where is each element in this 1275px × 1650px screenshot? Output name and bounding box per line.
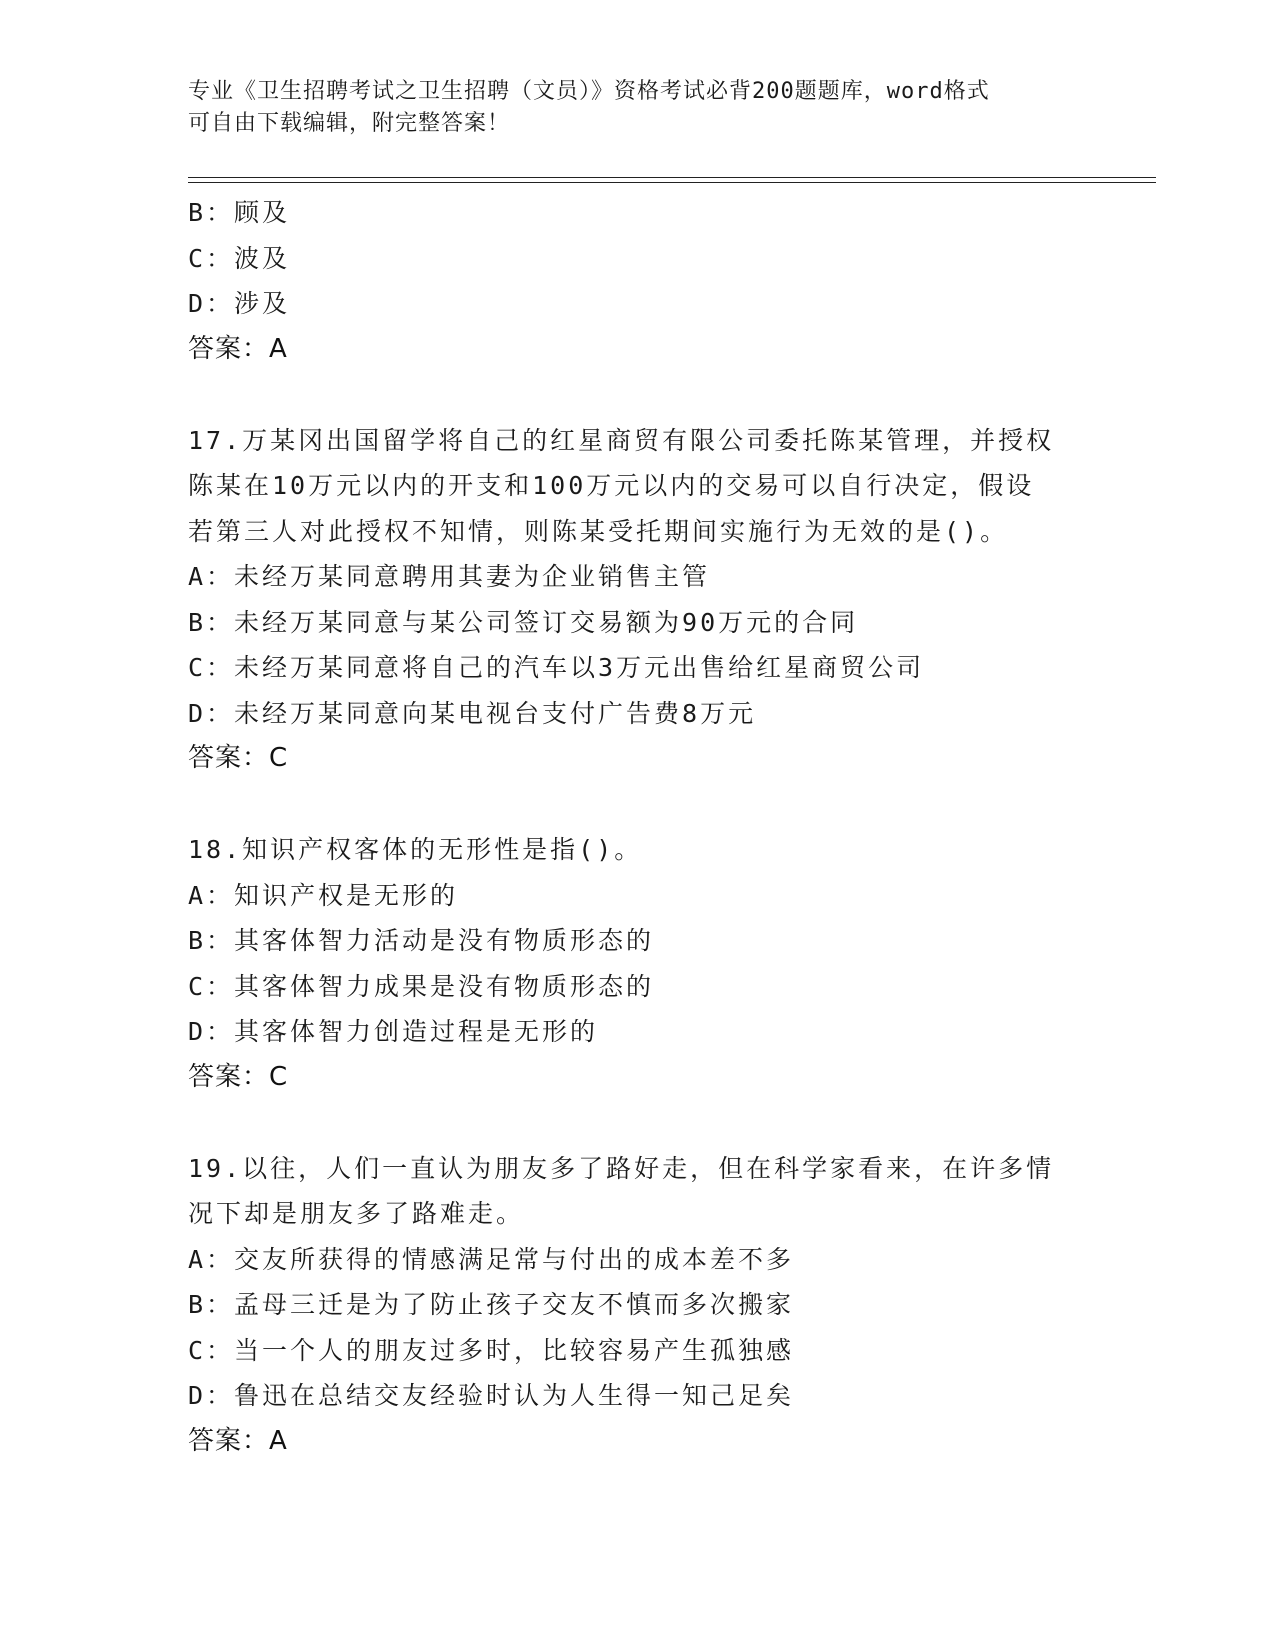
header-rule-bottom (188, 182, 1156, 183)
option-c: C：当一个人的朋友过多时，比较容易产生孤独感 (188, 1335, 795, 1365)
option-a: A：未经万某同意聘用其妻为企业销售主管 (188, 562, 711, 591)
header-line-1: 专业《卫生招聘考试之卫生招聘（文员）》资格考试必背200题题库，word格式 (188, 79, 990, 104)
option-c: C：波及 (188, 243, 291, 273)
spacer (188, 782, 1088, 828)
document-header (188, 76, 1068, 140)
option-a: A：知识产权是无形的 (188, 880, 459, 910)
question-block-18 (188, 827, 1088, 1100)
answer-line: 答案：C (188, 743, 289, 773)
option-c: C：未经万某同意将自己的汽车以3万元出售给红星商贸公司 (188, 653, 925, 682)
answer-line: 答案：A (188, 333, 288, 364)
question-stem-line: 陈某在10万元以内的开支和100万元以内的交易可以自行决定，假设 (188, 471, 1035, 500)
answer-line: 答案：A (188, 1425, 288, 1456)
option-d: D：未经万某同意向某电视台支付广告费8万元 (188, 698, 757, 728)
question-block-16 (188, 190, 1088, 372)
option-a: A：交友所获得的情感满足常与付出的成本差不多 (188, 1244, 795, 1274)
question-block-17 (188, 418, 1088, 782)
spacer (188, 1100, 1088, 1146)
option-d: D：涉及 (188, 289, 291, 318)
option-b: B：未经万某同意与某公司签订交易额为90万元的合同 (188, 607, 859, 637)
question-block-19 (188, 1146, 1088, 1465)
header-rule-top (188, 177, 1156, 178)
option-c: C：其客体智力成果是没有物质形态的 (188, 971, 655, 1001)
question-stem-line: 若第三人对此授权不知情，则陈某受托期间实施行为无效的是()。 (188, 516, 1009, 546)
question-stem-line: 19.以往，人们一直认为朋友多了路好走，但在科学家看来，在许多情 (188, 1153, 1055, 1183)
spacer (188, 372, 1088, 418)
option-b: B：孟母三迁是为了防止孩子交友不慎而多次搬家 (188, 1290, 795, 1319)
option-b: B：其客体智力活动是没有物质形态的 (188, 926, 655, 955)
option-d: D：其客体智力创造过程是无形的 (188, 1017, 599, 1046)
option-d: D：鲁迅在总结交友经验时认为人生得一知己足矣 (188, 1381, 795, 1410)
question-stem-line: 18.知识产权客体的无形性是指()。 (188, 835, 643, 864)
option-b: B：顾及 (188, 198, 291, 227)
document-body (188, 190, 1088, 1464)
header-line-2: 可自由下载编辑，附完整答案！ (188, 111, 511, 136)
question-stem-line: 况下却是朋友多了路难走。 (188, 1199, 525, 1228)
question-stem-line: 17.万某冈出国留学将自己的红星商贸有限公司委托陈某管理，并授权 (188, 425, 1055, 455)
answer-line: 答案：C (188, 1061, 289, 1092)
